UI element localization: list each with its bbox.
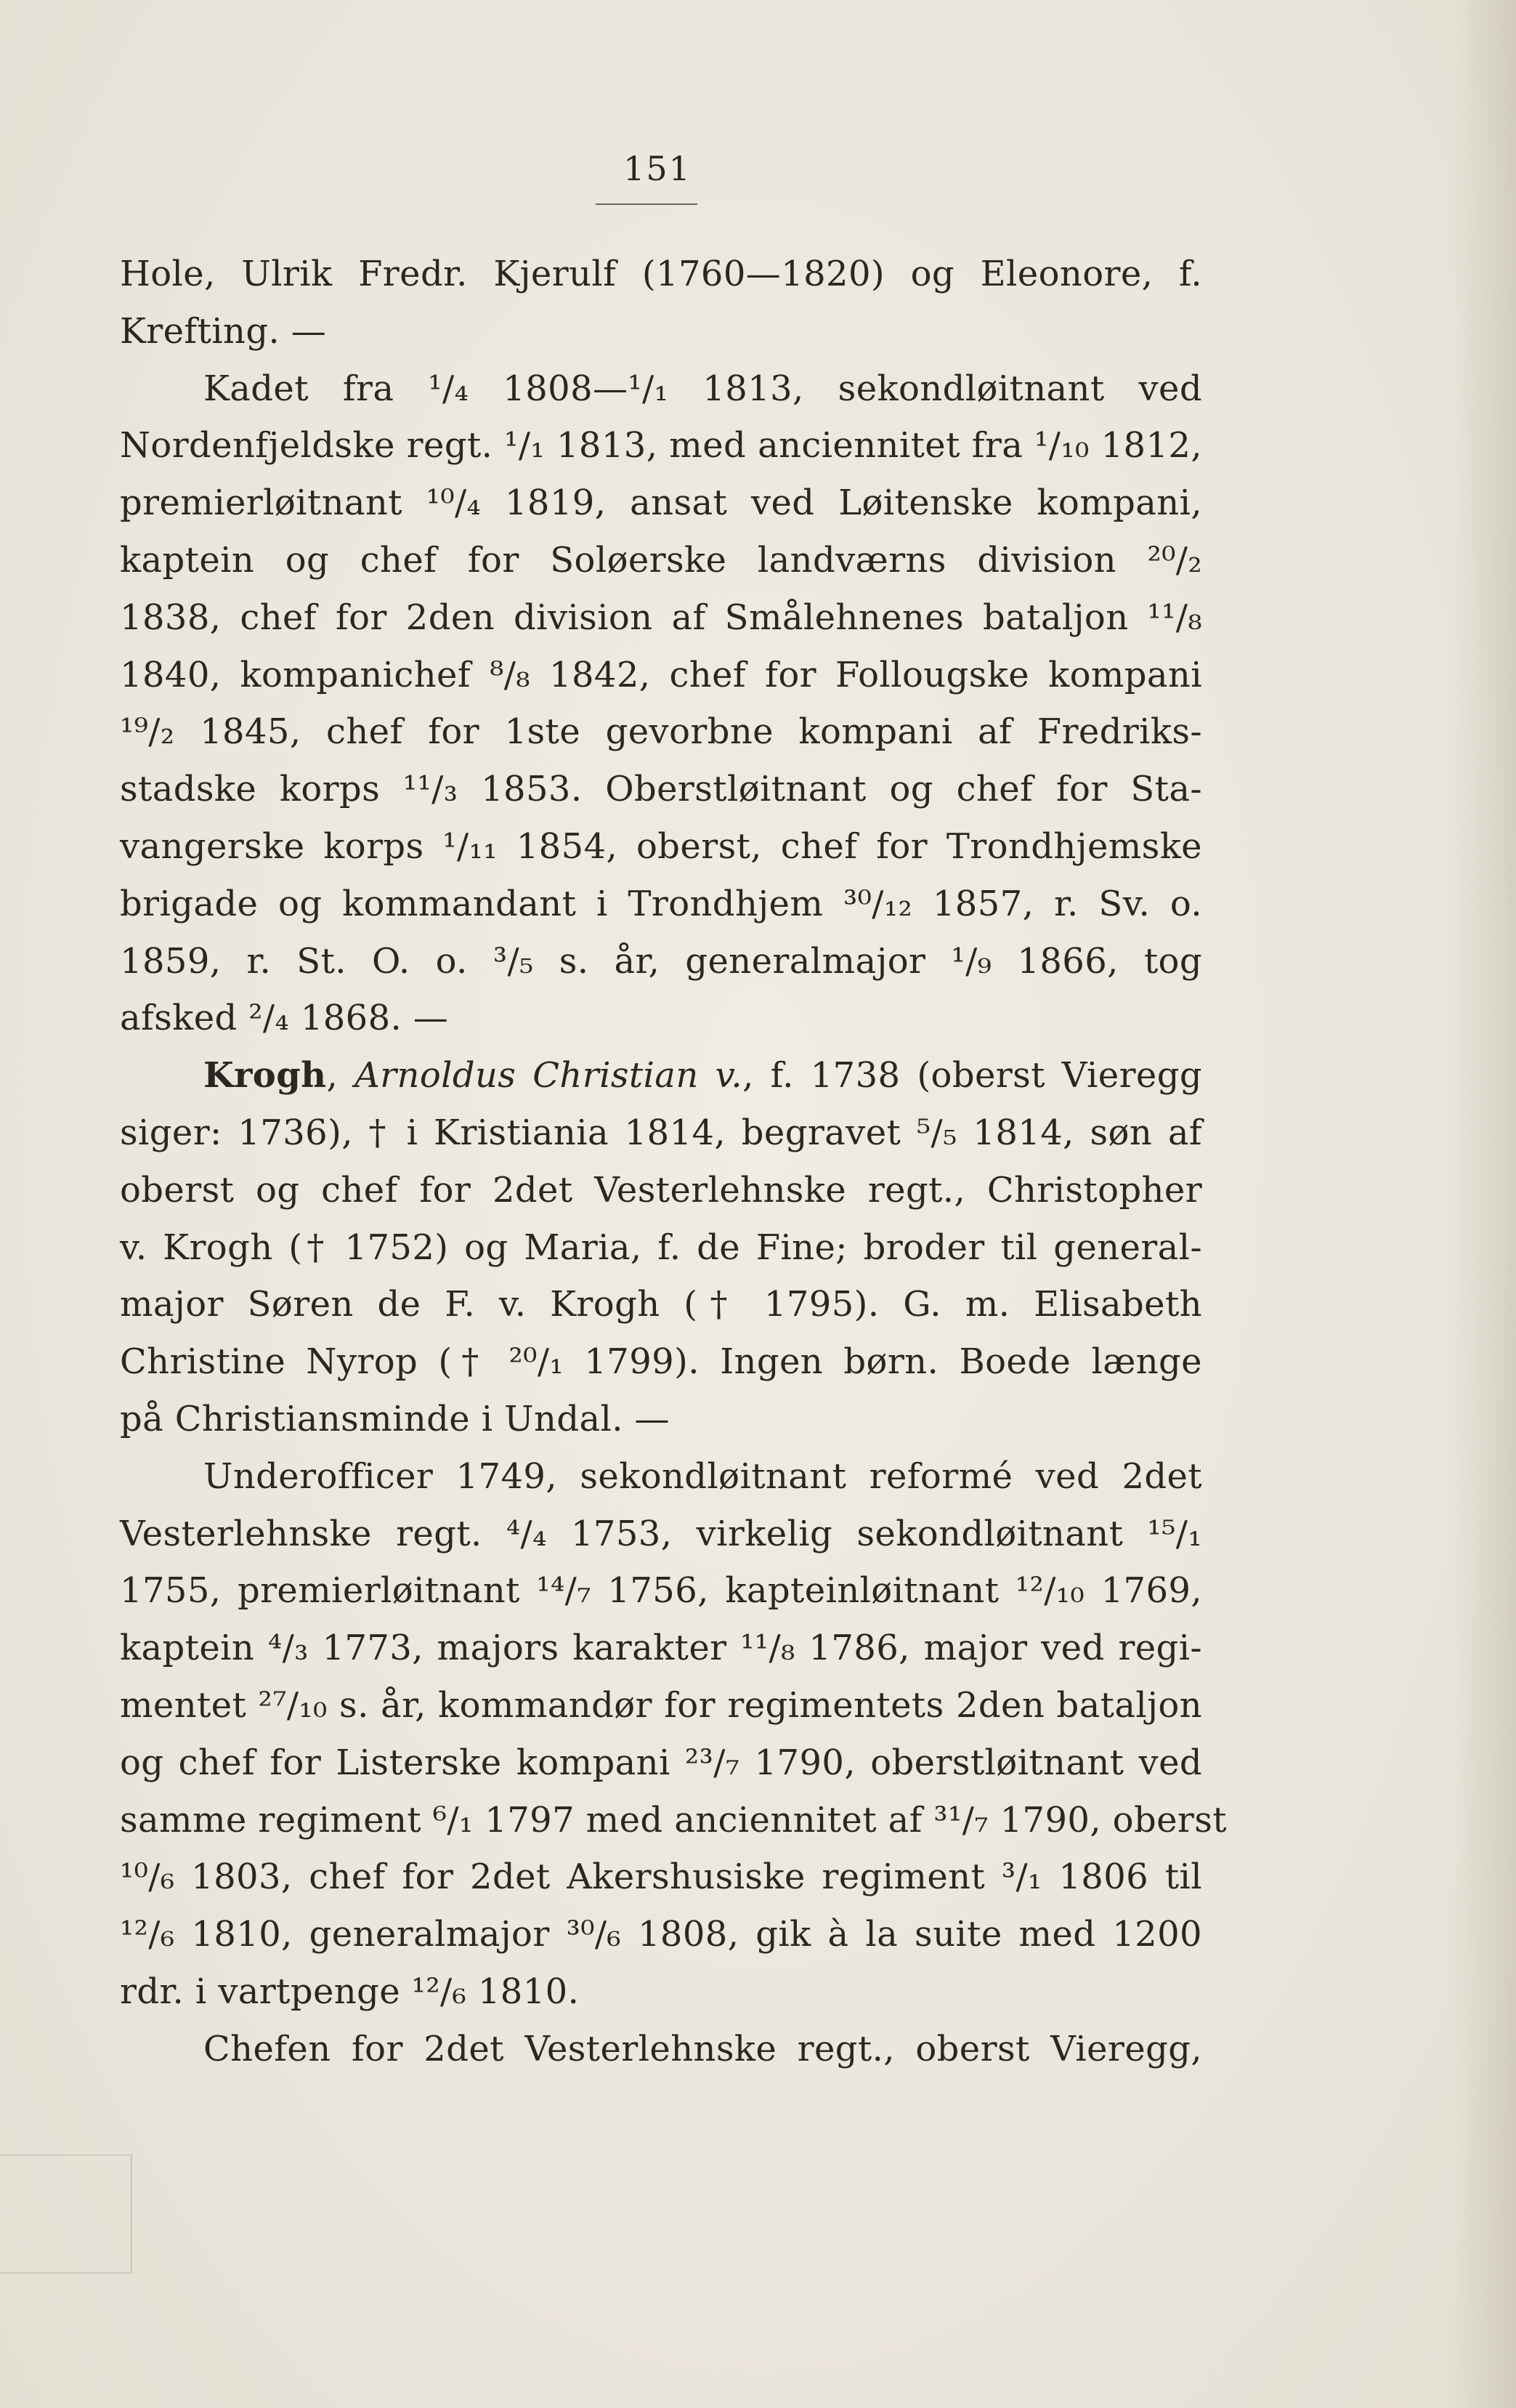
entry-heading-line: Krogh, Arnoldus Christian v., f. 1738 (oberst Vieregg	[203, 1055, 1202, 1096]
text-line: mentet ²⁷/₁₀ s. år, kommandør for regimentets 2den bataljon	[120, 1684, 1202, 1726]
text-line: kaptein ⁴/₃ 1773, majors karakter ¹¹/₈ 1786, major ved regi-	[120, 1628, 1202, 1669]
text-line: major Søren de F. v. Krogh († 1795). G. m. Elisabeth	[120, 1284, 1202, 1325]
entry-given-names: Arnoldus Christian v.	[354, 1055, 743, 1096]
text-line: 1859, r. St. O. o. ³/₅ s. år, generalmajor ¹/₉ 1866, tog	[120, 940, 1202, 982]
text-line: 1838, chef for 2den division af Smålehnenes bataljon ¹¹/₈	[120, 597, 1202, 638]
text-line: samme regiment ⁶/₁ 1797 med anciennitet af ³¹/₇ 1790, oberst	[120, 1799, 1227, 1841]
text-line: 1840, kompanichef ⁸/₈ 1842, chef for Follougske kompani	[120, 654, 1202, 695]
text-line: rdr. i vartpenge ¹²/₆ 1810.	[120, 1971, 580, 2012]
text-line: stadske korps ¹¹/₃ 1853. Oberstløitnant og chef for Sta-	[120, 769, 1202, 810]
entry-surname: Krogh	[203, 1055, 327, 1096]
text-line: på Christiansminde i Undal. —	[120, 1398, 670, 1439]
text-line: og chef for Listerske kompani ²³/₇ 1790, oberstløitnant ved	[120, 1742, 1202, 1783]
text-line: siger: 1736), † i Kristiania 1814, begravet ⁵/₅ 1814, søn af	[120, 1112, 1202, 1153]
text-line: Christine Nyrop († ²⁰/₁ 1799). Ingen børn. Boede længe	[120, 1341, 1202, 1383]
text-line: kaptein og chef for Soløerske landværns division ²⁰/₂	[120, 539, 1202, 581]
text-line: Krefting. —	[120, 310, 327, 352]
text-line: vangerske korps ¹/₁₁ 1854, oberst, chef for Trondhjemske	[120, 825, 1202, 867]
scan-corner-mark	[0, 2154, 132, 2274]
page-edge-shadow	[1451, 0, 1516, 2408]
text-line: ¹⁰/₆ 1803, chef for 2det Akershusiske regiment ³/₁ 1806 til	[120, 1856, 1202, 1898]
body-text	[120, 246, 1227, 2078]
text-line: afsked ²/₄ 1868. —	[120, 998, 449, 1039]
entry-heading-rest: , f. 1738 (oberst Vieregg	[742, 1055, 1202, 1096]
text-line: Nordenfjeldske regt. ¹/₁ 1813, med anciennitet fra ¹/₁₀ 1812,	[120, 425, 1202, 466]
text-line: 1755, premierløitnant ¹⁴/₇ 1756, kapteinløitnant ¹²/₁₀ 1769,	[120, 1570, 1202, 1612]
text-line: ¹²/₆ 1810, generalmajor ³⁰/₆ 1808, gik à la suite med 1200	[120, 1914, 1202, 1955]
text-line: brigade og kommandant i Trondhjem ³⁰/₁₂ 1857, r. Sv. o.	[120, 883, 1202, 924]
text-line: Hole, Ulrik Fredr. Kjerulf (1760—1820) og Eleonore, f.	[120, 254, 1202, 294]
page-number: 151	[623, 149, 692, 188]
text-line: ¹⁹/₂ 1845, chef for 1ste gevorbne kompani af Fredriks-	[120, 711, 1202, 753]
text-line: v. Krogh († 1752) og Maria, f. de Fine; broder til general-	[120, 1227, 1202, 1268]
text-line: Vesterlehnske regt. ⁴/₄ 1753, virkelig sekondløitnant ¹⁵/₁	[120, 1513, 1202, 1554]
text-line: Kadet fra ¹/₄ 1808—¹/₁ 1813, sekondløitnant ved	[203, 368, 1202, 409]
text-line: Chefen for 2det Vesterlehnske regt., oberst Vieregg,	[203, 2028, 1202, 2069]
text-line: Underofficer 1749, sekondløitnant reformé ved 2det	[203, 1455, 1202, 1497]
text-line: oberst og chef for 2det Vesterlehnske regt., Christopher	[120, 1169, 1202, 1211]
page-number-rule	[596, 203, 697, 205]
text-line: premierløitnant ¹⁰/₄ 1819, ansat ved Løitenske kompani,	[120, 482, 1202, 524]
